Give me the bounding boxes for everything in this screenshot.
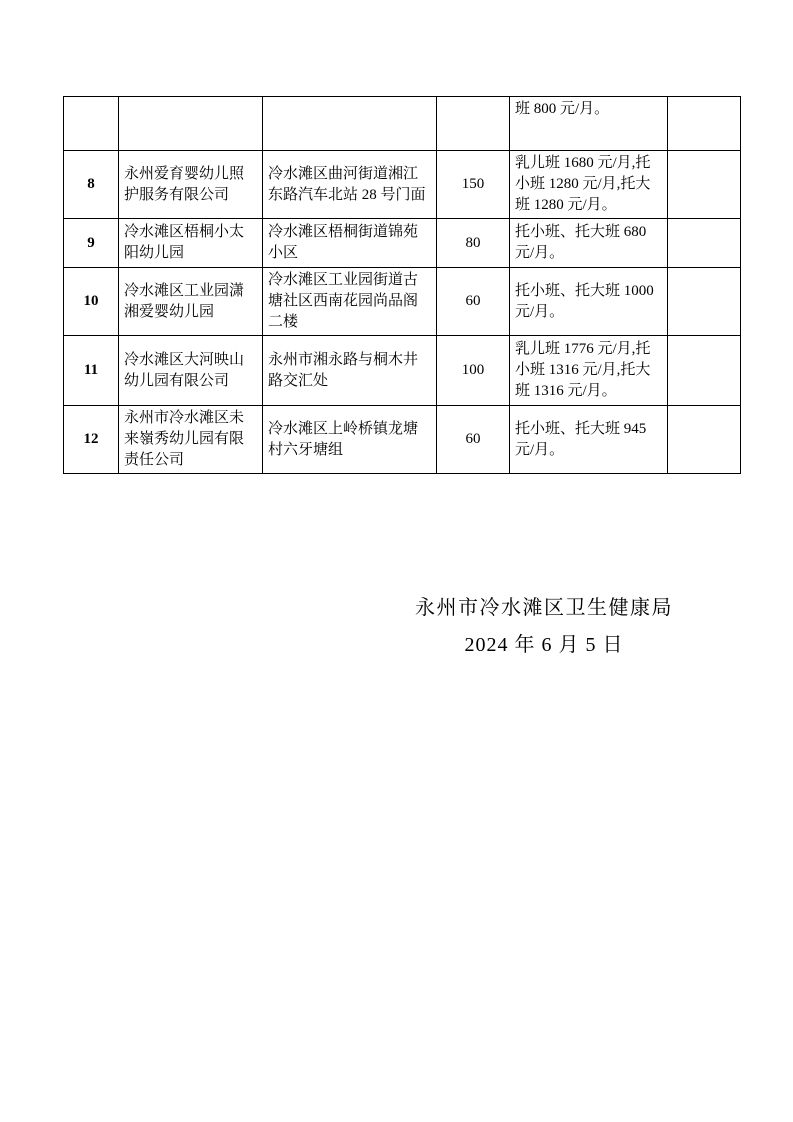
capacity-cell — [437, 97, 510, 151]
institution-name-cell: 冷水滩区工业园潇湘爱婴幼儿园 — [119, 268, 263, 336]
capacity-cell: 60 — [437, 406, 510, 474]
table-row — [64, 406, 741, 474]
price-cell: 托小班、托大班 945 元/月。 — [510, 406, 668, 474]
signature-organization: 永州市冷水滩区卫生健康局 — [415, 597, 673, 619]
institution-name-cell — [119, 97, 263, 151]
row-number-cell — [64, 97, 119, 151]
blank-cell — [668, 219, 741, 268]
price-cell: 班 800 元/月。 — [510, 97, 668, 151]
capacity-cell: 60 — [437, 268, 510, 336]
address-cell: 永州市湘永路与桐木井路交汇处 — [263, 336, 437, 406]
address-cell: 冷水滩区上岭桥镇龙塘村六牙塘组 — [263, 406, 437, 474]
institution-name-cell: 永州市冷水滩区未来嶺秀幼儿园有限责任公司 — [119, 406, 263, 474]
capacity-cell: 100 — [437, 336, 510, 406]
address-cell — [263, 97, 437, 151]
blank-cell — [668, 336, 741, 406]
table-row-continuation — [64, 97, 741, 151]
table-row — [64, 268, 741, 336]
blank-cell — [668, 406, 741, 474]
table-row — [64, 219, 741, 268]
row-number-cell: 12 — [64, 406, 119, 474]
address-cell: 冷水滩区曲河街道湘江东路汽车北站 28 号门面 — [263, 151, 437, 219]
price-cell: 托小班、托大班 1000 元/月。 — [510, 268, 668, 336]
blank-cell — [668, 151, 741, 219]
blank-cell — [668, 268, 741, 336]
price-cell: 乳儿班 1776 元/月,托小班 1316 元/月,托大班 1316 元/月。 — [510, 336, 668, 406]
row-number-cell: 8 — [64, 151, 119, 219]
address-cell: 冷水滩区梧桐街道锦苑小区 — [263, 219, 437, 268]
table-row — [64, 151, 741, 219]
table-row — [64, 336, 741, 406]
signature-date: 2024 年 6 月 5 日 — [464, 634, 624, 656]
institution-name-cell: 永州爱育婴幼儿照护服务有限公司 — [119, 151, 263, 219]
institution-name-cell: 冷水滩区梧桐小太阳幼儿园 — [119, 219, 263, 268]
institution-fee-table — [63, 96, 741, 474]
capacity-cell: 150 — [437, 151, 510, 219]
price-cell: 乳儿班 1680 元/月,托小班 1280 元/月,托大班 1280 元/月。 — [510, 151, 668, 219]
row-number-cell: 10 — [64, 268, 119, 336]
price-cell: 托小班、托大班 680 元/月。 — [510, 219, 668, 268]
row-number-cell: 11 — [64, 336, 119, 406]
institution-name-cell: 冷水滩区大河映山幼儿园有限公司 — [119, 336, 263, 406]
blank-cell — [668, 97, 741, 151]
address-cell: 冷水滩区工业园街道古塘社区西南花园尚品阁二楼 — [263, 268, 437, 336]
capacity-cell: 80 — [437, 219, 510, 268]
row-number-cell: 9 — [64, 219, 119, 268]
